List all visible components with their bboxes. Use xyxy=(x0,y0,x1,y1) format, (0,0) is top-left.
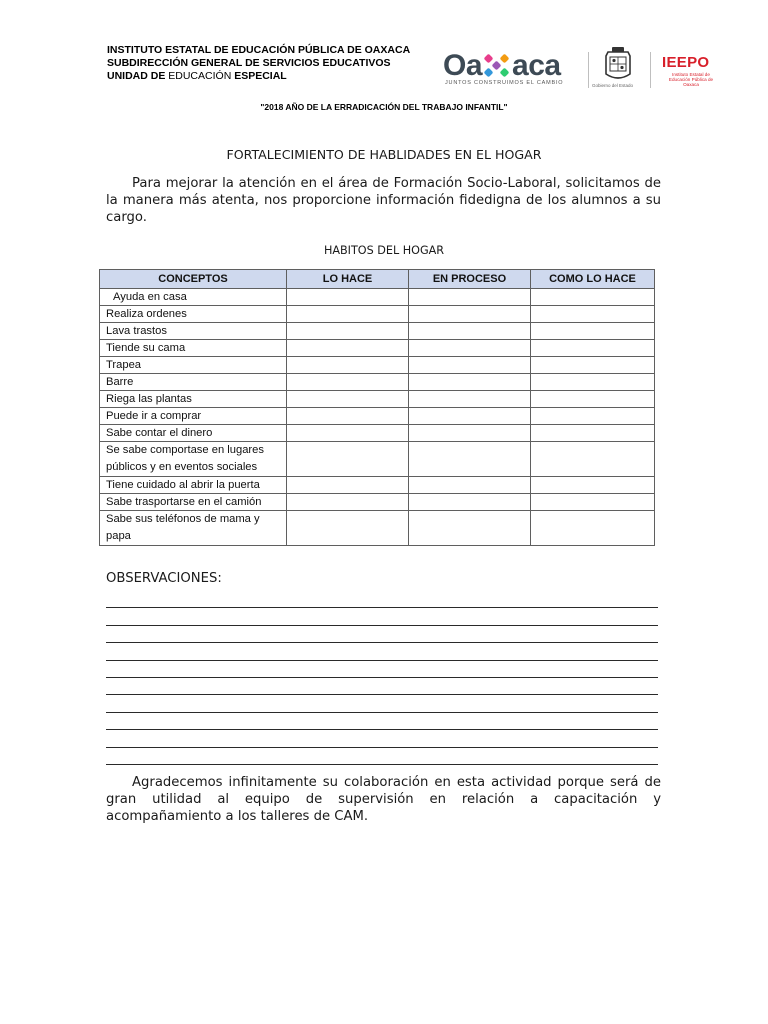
table-row xyxy=(100,494,655,511)
table-row xyxy=(100,323,655,340)
seal-caption: Gobierno del Estado xyxy=(592,83,634,88)
table-row xyxy=(100,511,655,546)
en-proceso-cell[interactable] xyxy=(409,511,531,546)
como-lo-hace-cell[interactable] xyxy=(531,374,655,391)
table-row xyxy=(100,306,655,323)
observation-line[interactable] xyxy=(106,661,658,678)
como-lo-hace-cell[interactable] xyxy=(531,357,655,374)
en-proceso-cell[interactable] xyxy=(409,340,531,357)
concept-cell: Sabe contar el dinero xyxy=(100,425,287,442)
concept-cell: Sabe trasportarse en el camión xyxy=(100,494,287,511)
como-lo-hace-cell[interactable] xyxy=(531,477,655,494)
ieepo-logo: IEEPO xyxy=(662,54,710,71)
como-lo-hace-cell[interactable] xyxy=(531,442,655,477)
institution-line-3: UNIDAD DE EDUCACIÓN ESPECIAL xyxy=(107,70,287,82)
oaxaca-x-mark-icon xyxy=(482,51,512,79)
column-header-lo-hace: LO HACE xyxy=(287,270,409,289)
concept-cell: Se sabe comportase en lugares públicos y en eventos sociales xyxy=(100,442,287,477)
lo-hace-cell[interactable] xyxy=(287,442,409,477)
en-proceso-cell[interactable] xyxy=(409,374,531,391)
observation-line[interactable] xyxy=(106,730,658,747)
lo-hace-cell[interactable] xyxy=(287,425,409,442)
observation-line[interactable] xyxy=(106,695,658,712)
en-proceso-cell[interactable] xyxy=(409,357,531,374)
como-lo-hace-cell[interactable] xyxy=(531,408,655,425)
table-header-row xyxy=(100,270,655,289)
en-proceso-cell[interactable] xyxy=(409,425,531,442)
lo-hace-cell[interactable] xyxy=(287,357,409,374)
en-proceso-cell[interactable] xyxy=(409,477,531,494)
observation-line[interactable] xyxy=(106,626,658,643)
institution-header xyxy=(107,44,410,83)
como-lo-hace-cell[interactable] xyxy=(531,511,655,546)
en-proceso-cell[interactable] xyxy=(409,323,531,340)
concept-cell: Ayuda en casa xyxy=(100,289,287,306)
en-proceso-cell[interactable] xyxy=(409,494,531,511)
concept-cell: Sabe sus teléfonos de mama y papa xyxy=(100,511,287,546)
observation-line[interactable] xyxy=(106,643,658,660)
observation-line[interactable] xyxy=(106,748,658,765)
concept-cell: Trapea xyxy=(100,357,287,374)
lo-hace-cell[interactable] xyxy=(287,323,409,340)
observation-line[interactable] xyxy=(106,678,658,695)
table-row xyxy=(100,442,655,477)
en-proceso-cell[interactable] xyxy=(409,306,531,323)
concept-cell: Puede ir a comprar xyxy=(100,408,287,425)
concept-cell: Tiende su cama xyxy=(100,340,287,357)
observation-line[interactable] xyxy=(106,591,658,608)
intro-paragraph: Para mejorar la atención en el área de Formación Socio-Laboral, solicitamos de la manera más atenta, nos proporcione información fidedigna de los alumnos a su cargo. xyxy=(106,176,661,225)
como-lo-hace-cell[interactable] xyxy=(531,289,655,306)
observation-line[interactable] xyxy=(106,713,658,730)
logo-divider-2 xyxy=(650,52,651,88)
como-lo-hace-cell[interactable] xyxy=(531,494,655,511)
como-lo-hace-cell[interactable] xyxy=(531,425,655,442)
logo-divider xyxy=(588,52,589,88)
column-header-como-lo-hace: COMO LO HACE xyxy=(531,270,655,289)
en-proceso-cell[interactable] xyxy=(409,442,531,477)
table-row xyxy=(100,391,655,408)
lo-hace-cell[interactable] xyxy=(287,391,409,408)
table-row xyxy=(100,340,655,357)
en-proceso-cell[interactable] xyxy=(409,408,531,425)
concept-cell: Lava trastos xyxy=(100,323,287,340)
year-motto: "2018 AÑO DE LA ERRADICACIÓN DEL TRABAJO INFANTIL" xyxy=(260,102,508,112)
table-row xyxy=(100,357,655,374)
ieepo-subtitle: Instituto Estatal de Educación Pública de Oaxaca xyxy=(668,72,714,88)
closing-paragraph: Agradecemos infinitamente su colaboración en esta actividad porque será de gran utilidad al equipo de supervisión en relación a capacitación y acompañamiento a los talleres de CAM. xyxy=(106,775,661,824)
table-title: HABITOS DEL HOGAR xyxy=(323,244,445,257)
lo-hace-cell[interactable] xyxy=(287,306,409,323)
lo-hace-cell[interactable] xyxy=(287,511,409,546)
en-proceso-cell[interactable] xyxy=(409,391,531,408)
table-row xyxy=(100,374,655,391)
lo-hace-cell[interactable] xyxy=(287,289,409,306)
oaxaca-logo: Oa aca JUNTOS CONSTRUIMOS EL CAMBIO xyxy=(443,49,564,86)
lo-hace-cell[interactable] xyxy=(287,408,409,425)
lo-hace-cell[interactable] xyxy=(287,340,409,357)
concept-cell: Barre xyxy=(100,374,287,391)
como-lo-hace-cell[interactable] xyxy=(531,323,655,340)
lo-hace-cell[interactable] xyxy=(287,374,409,391)
como-lo-hace-cell[interactable] xyxy=(531,340,655,357)
observations-label: OBSERVACIONES: xyxy=(106,571,222,586)
table-row xyxy=(100,408,655,425)
column-header-conceptos: CONCEPTOS xyxy=(100,270,287,289)
table-row xyxy=(100,477,655,494)
document-title: FORTALECIMIENTO DE HABLIDADES EN EL HOGAR xyxy=(226,147,542,162)
lo-hace-cell[interactable] xyxy=(287,494,409,511)
table-row xyxy=(100,289,655,306)
habits-table xyxy=(99,269,655,546)
observation-line[interactable] xyxy=(106,608,658,625)
institution-line-1: INSTITUTO ESTATAL DE EDUCACIÓN PÚBLICA DE OAXACA xyxy=(107,44,411,56)
column-header-en-proceso: EN PROCESO xyxy=(409,270,531,289)
lo-hace-cell[interactable] xyxy=(287,477,409,494)
como-lo-hace-cell[interactable] xyxy=(531,306,655,323)
table-row xyxy=(100,425,655,442)
concept-cell: Riega las plantas xyxy=(100,391,287,408)
observations-lines[interactable] xyxy=(106,591,658,765)
institution-line-2: SUBDIRECCIÓN GENERAL DE SERVICIOS EDUCATIVOS xyxy=(107,57,391,69)
en-proceso-cell[interactable] xyxy=(409,289,531,306)
como-lo-hace-cell[interactable] xyxy=(531,391,655,408)
concept-cell: Realiza ordenes xyxy=(100,306,287,323)
oaxaca-tagline: JUNTOS CONSTRUIMOS EL CAMBIO xyxy=(445,80,564,86)
concept-cell: Tiene cuidado al abrir la puerta xyxy=(100,477,287,494)
